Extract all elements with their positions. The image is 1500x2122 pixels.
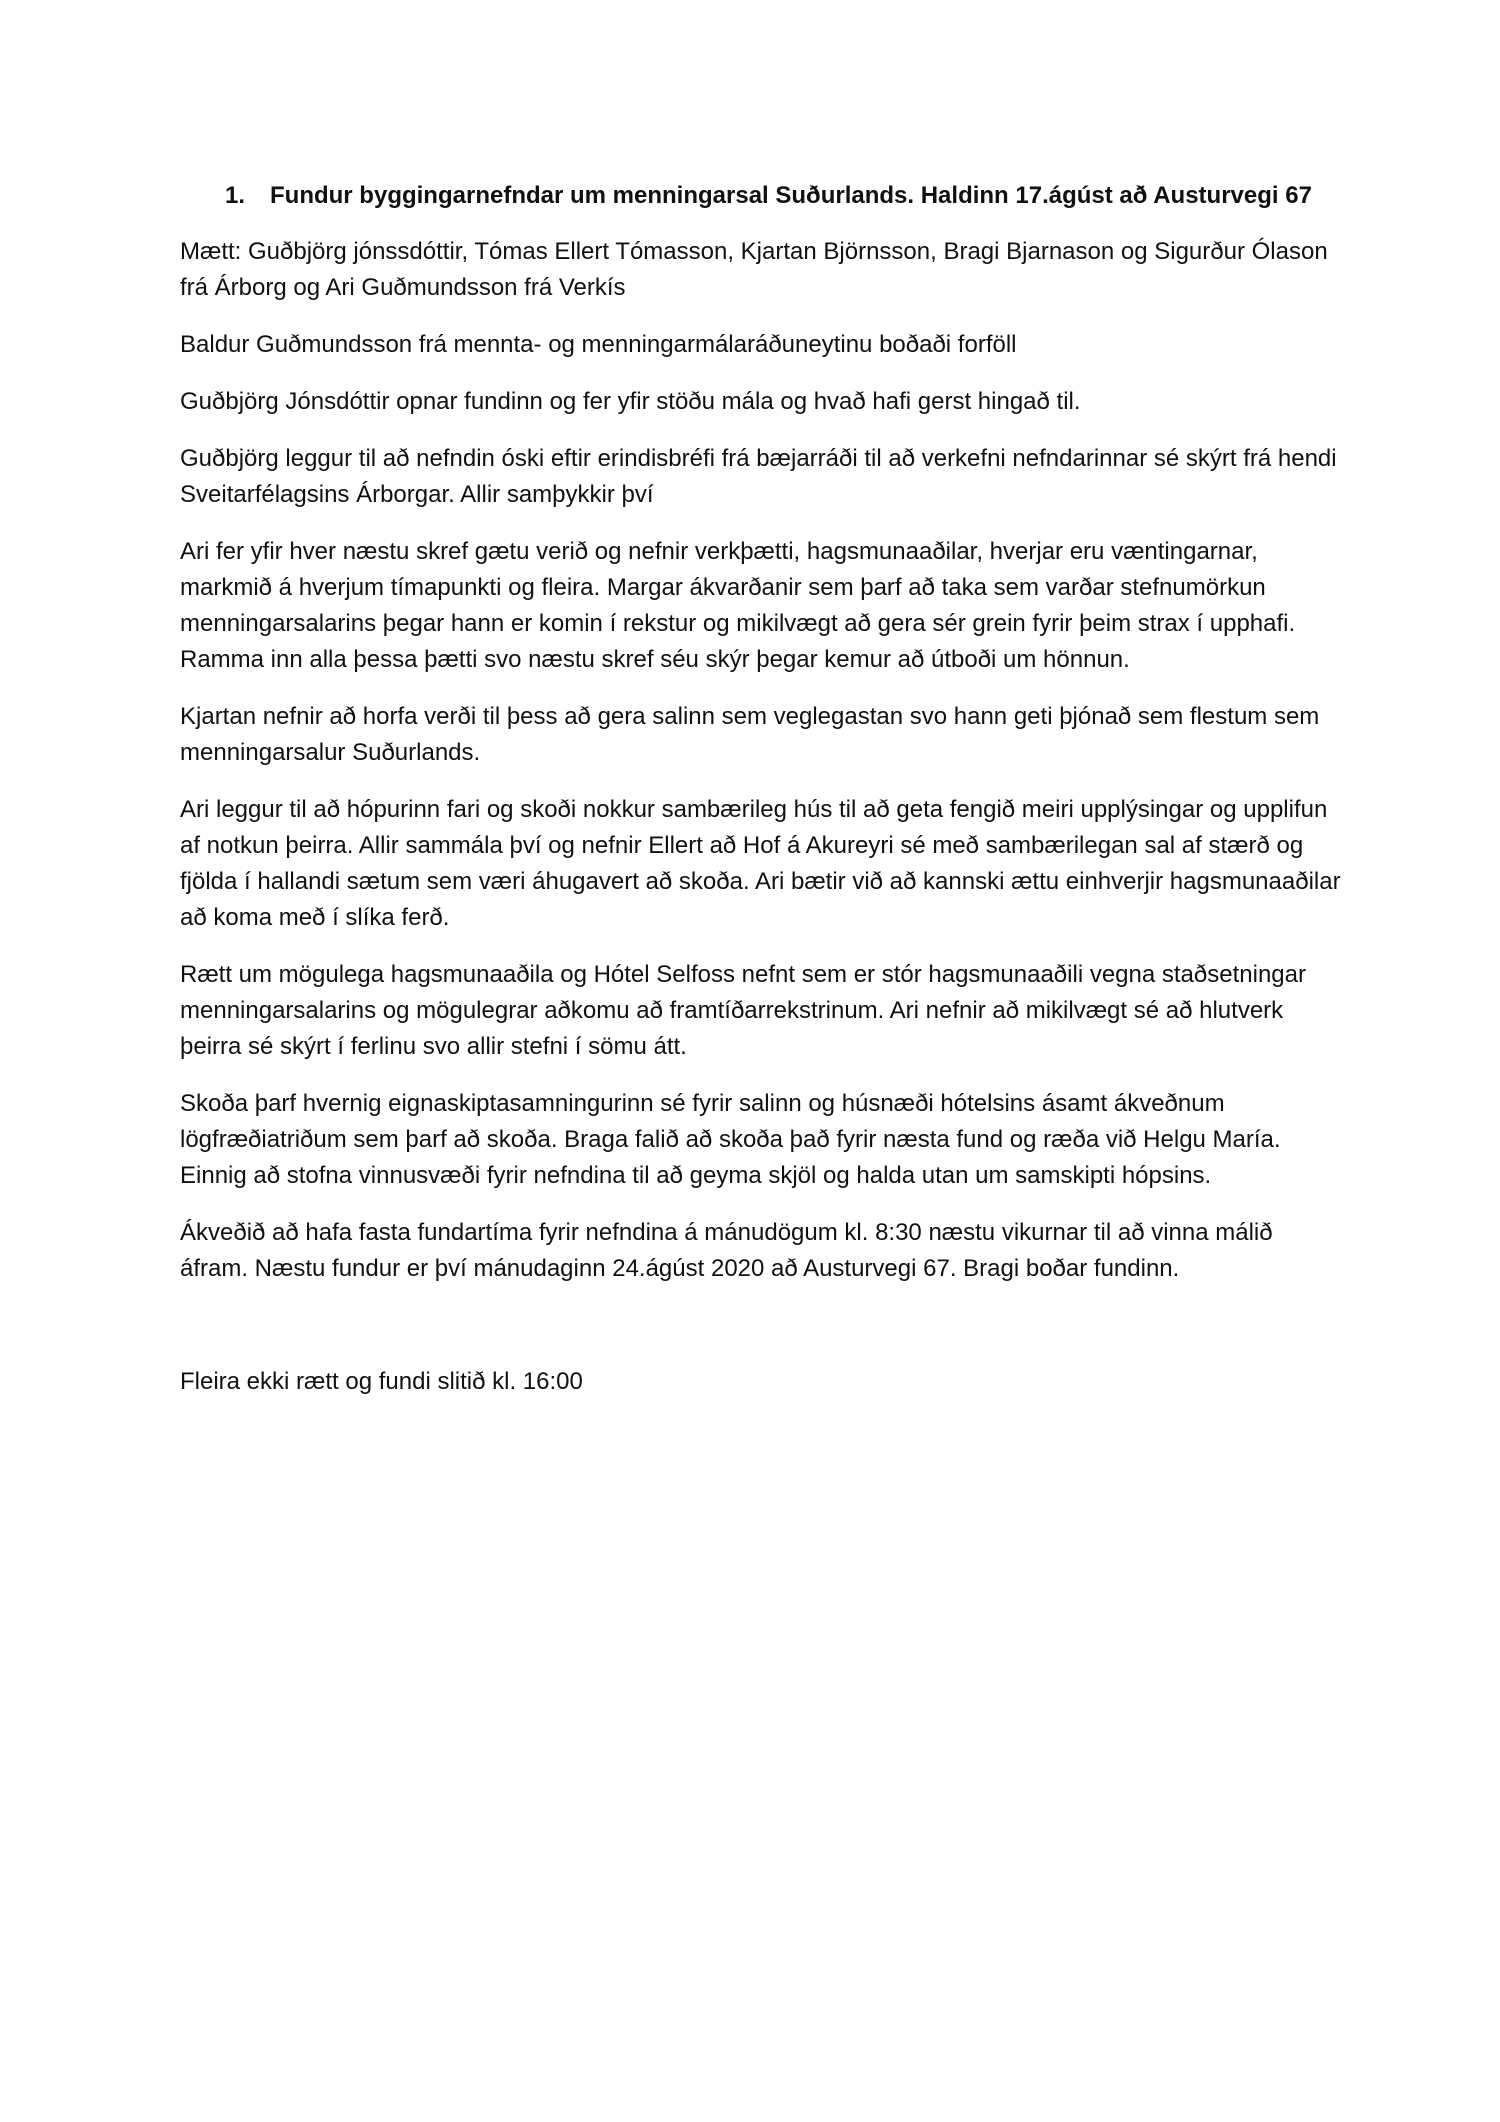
schedule-paragraph: Ákveðið að hafa fasta fundartíma fyrir nefndina á mánudögum kl. 8:30 næstu vikurnar til að vinna málið áfram. Næstu fundur er því mánudaginn 24.ágúst 2020 að Austurvegi 67. Bragi boðar fundinn. <box>180 1219 1273 1282</box>
closing-line: Fleira ekki rætt og fundi slitið kl. 16:00 <box>180 1368 583 1395</box>
attendees-paragraph: Mætt: Guðbjörg jónssdóttir, Tómas Ellert Tómasson, Kjartan Björnsson, Bragi Bjarnason og Sigurður Ólason frá Árborg og Ari Guðmundsson frá Verkís <box>180 238 1328 301</box>
site-visit-paragraph: Ari leggur til að hópurinn fari og skoði nokkur sambærileg hús til að geta fengið meiri upplýsingar og upplifun af notkun þeirra. Allir sammála því og nefnir Ellert að Hof á Akureyri sé með sambærilegan sal af stærð og fjölda í hallandi sætum sem væri áhugavert að skoða. Ari bætir við að kannski ættu einhverjir hagsmunaaðilar að koma með í slíka ferð. <box>180 796 1341 931</box>
absence-paragraph: Baldur Guðmundsson frá mennta- og menningarmálaráðuneytinu boðaði forföll <box>180 331 1017 358</box>
mandate-paragraph: Guðbjörg leggur til að nefndin óski eftir erindisbréfi frá bæjarráði til að verkefni nefndarinnar sé skýrt frá hendi Sveitarfélagsins Árborgar. Allir samþykkir því <box>180 445 1337 508</box>
contracts-paragraph: Skoða þarf hvernig eignaskiptasamningurinn sé fyrir salinn og húsnæði hótelsins ásamt ákveðnum lögfræðiatriðum sem þarf að skoða. Braga falið að skoða það fyrir næsta fund og ræða við Helgu María. Einnig að stofna vinnusvæði fyrir nefndina til að geyma skjöl og halda utan um samskipti hópsins. <box>180 1090 1281 1189</box>
heading-number: 1. <box>225 182 246 209</box>
heading-title: Fundur byggingarnefndar um menningarsal Suðurlands. Haldinn 17.ágúst að Austurvegi 67 <box>270 182 1312 209</box>
document-body <box>180 178 1345 1421</box>
hall-vision-paragraph: Kjartan nefnir að horfa verði til þess að gera salinn sem veglegastan svo hann geti þjónað sem flestum sem menningarsalur Suðurlands. <box>180 703 1320 766</box>
stakeholders-paragraph: Rætt um mögulega hagsmunaaðila og Hótel Selfoss nefnt sem er stór hagsmunaaðili vegna staðsetningar menningarsalarins og mögulegrar aðkomu að framtíðarrekstrinum. Ari nefnir að mikilvægt sé að hlutverk þeirra sé skýrt í ferlinu svo allir stefni í sömu átt. <box>180 961 1306 1060</box>
next-steps-paragraph: Ari fer yfir hver næstu skref gætu verið og nefnir verkþætti, hagsmunaaðilar, hverjar eru væntingarnar, markmið á hverjum tímapunkti og fleira. Margar ákvarðanir sem þarf að taka sem varðar stefnumörkun menningarsalarins þegar hann er komin í rekstur og mikilvægt að gera sér grein fyrir þeim strax í upphafi. Ramma inn alla þessa þætti svo næstu skref séu skýr þegar kemur að útboði um hönnun. <box>180 538 1296 673</box>
opening-paragraph: Guðbjörg Jónsdóttir opnar fundinn og fer yfir stöðu mála og hvað hafi gerst hingað til. <box>180 388 1081 415</box>
meeting-heading <box>180 178 1345 214</box>
